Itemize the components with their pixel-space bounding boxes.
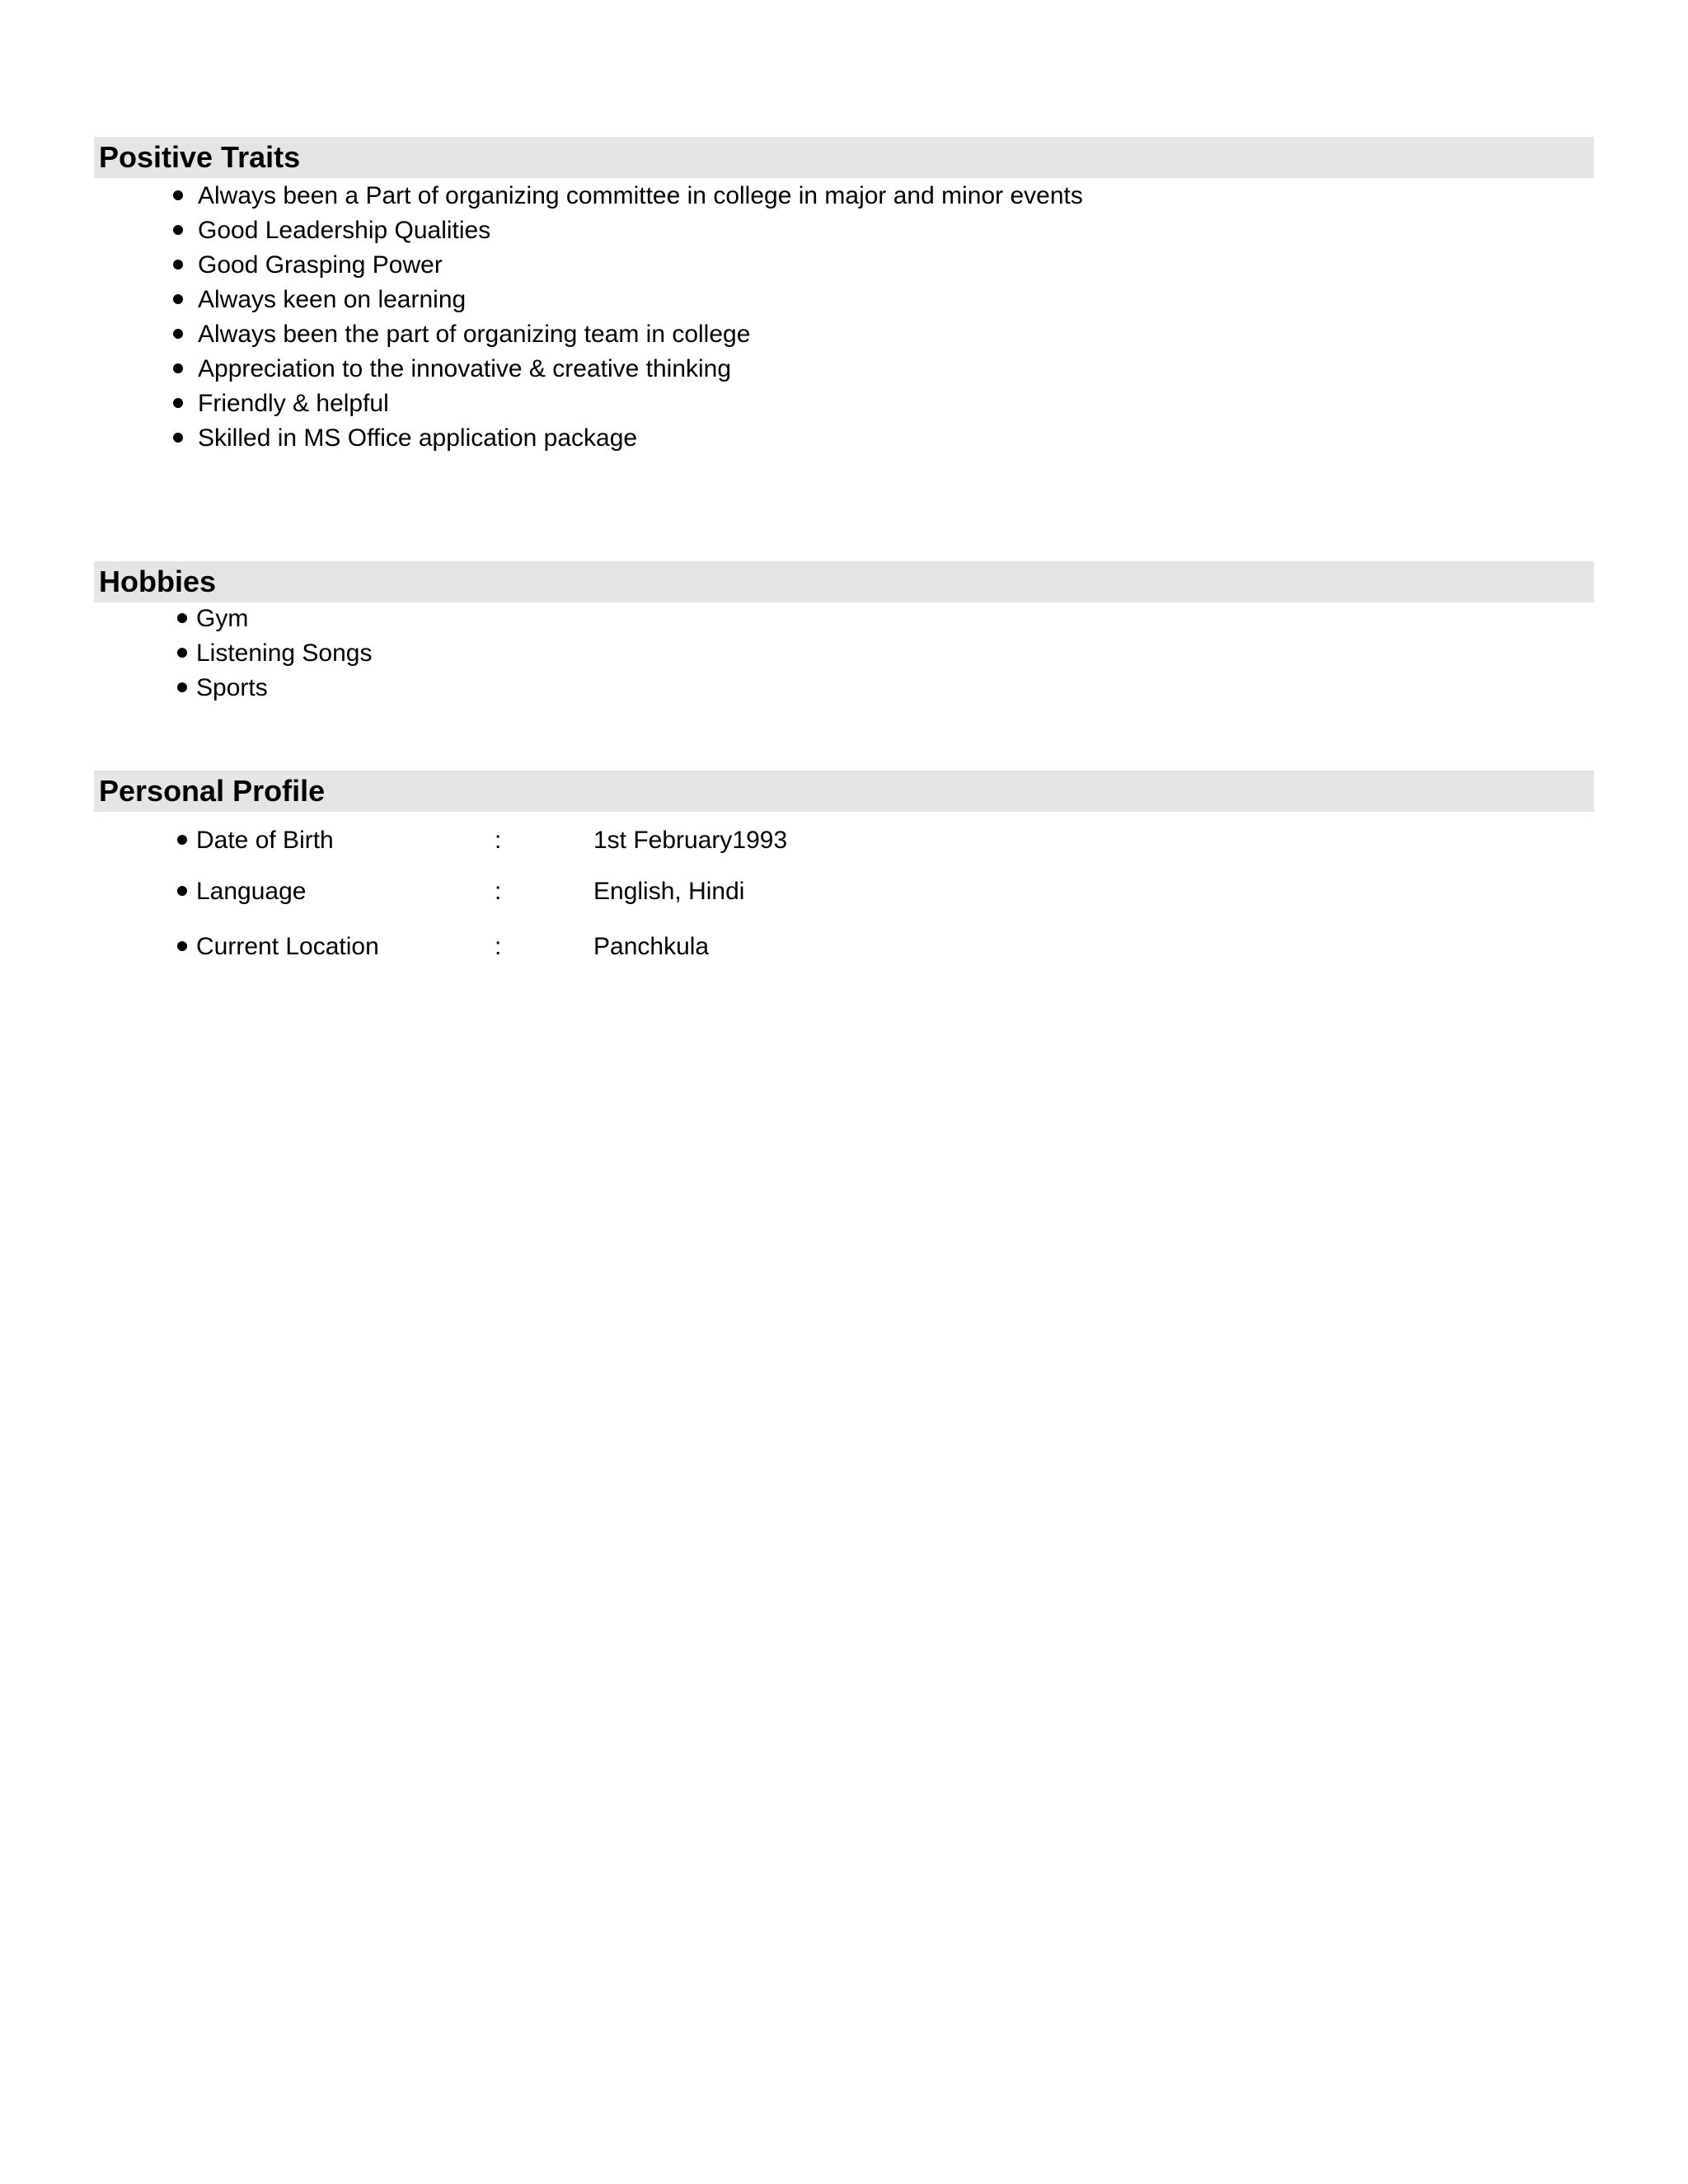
profile-row-current-location xyxy=(177,930,919,964)
profile-value: English, Hindi xyxy=(593,878,745,905)
profile-separator: : xyxy=(495,827,502,854)
profile-label: Date of Birth xyxy=(196,827,334,854)
positive-traits-heading: Positive Traits xyxy=(94,137,1594,178)
trait-text: Always keen on learning xyxy=(198,286,467,313)
bullet-icon xyxy=(177,941,187,951)
trait-text: Good Leadership Qualities xyxy=(198,217,491,244)
profile-separator: : xyxy=(495,878,502,905)
hobbies-heading: Hobbies xyxy=(94,561,1594,602)
profile-label: Current Location xyxy=(196,933,379,960)
hobby-text: Sports xyxy=(196,674,268,701)
trait-text: Always been a Part of organizing committee in college in major and minor events xyxy=(198,182,1083,209)
bullet-icon xyxy=(173,294,183,304)
profile-row-language xyxy=(177,874,919,909)
profile-separator: : xyxy=(495,933,502,960)
bullet-icon xyxy=(177,648,187,658)
trait-text: Always been the part of organizing team in college xyxy=(198,321,751,348)
trait-text: Skilled in MS Office application package xyxy=(198,424,638,452)
bullet-icon xyxy=(177,886,187,896)
hobby-text: Listening Songs xyxy=(196,640,373,667)
personal-profile-heading: Personal Profile xyxy=(94,771,1594,812)
bullet-icon xyxy=(177,835,187,845)
profile-label: Language xyxy=(196,878,307,905)
bullet-icon xyxy=(173,260,183,269)
trait-text: Appreciation to the innovative & creative thinking xyxy=(198,355,732,382)
bullet-icon xyxy=(177,613,187,623)
trait-text: Good Grasping Power xyxy=(198,251,443,279)
bullet-icon xyxy=(173,225,183,235)
bullet-icon xyxy=(177,682,187,692)
profile-value: Panchkula xyxy=(593,933,710,960)
profile-value: 1st February1993 xyxy=(593,827,788,854)
hobby-text: Gym xyxy=(196,605,249,632)
bullet-icon xyxy=(173,433,183,443)
bullet-icon xyxy=(173,398,183,408)
profile-row-date-of-birth xyxy=(177,823,919,858)
bullet-icon xyxy=(173,190,183,200)
trait-text: Friendly & helpful xyxy=(198,390,389,417)
bullet-icon xyxy=(173,363,183,373)
bullet-icon xyxy=(173,329,183,339)
